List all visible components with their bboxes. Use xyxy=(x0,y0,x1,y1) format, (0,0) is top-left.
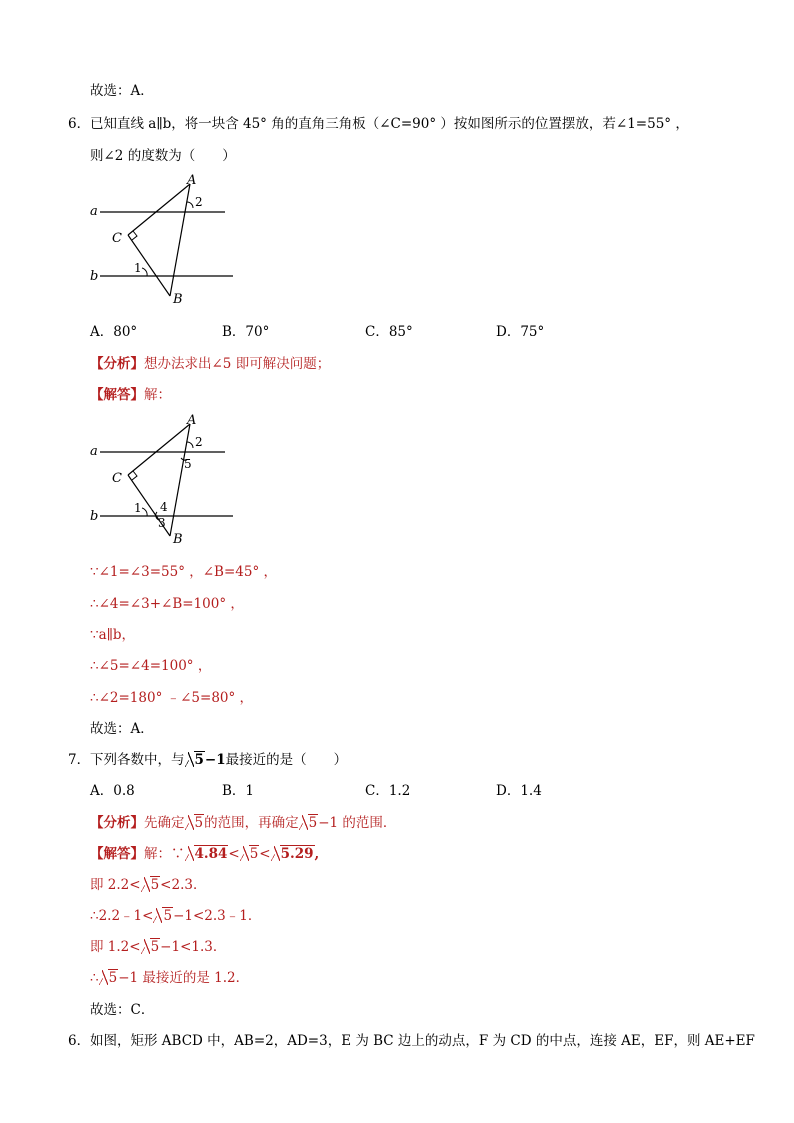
question-stem: 则∠2 的度数为（ ） xyxy=(90,148,236,164)
option-d[interactable]: D．75° xyxy=(496,324,545,340)
solution-step: ∵a∥b， xyxy=(90,627,136,643)
solution-step: 即 1.2< 5−1<1.3． xyxy=(90,939,227,955)
solution-step: 即 2.2< 5<2.3． xyxy=(90,877,207,893)
angle-label: 3 xyxy=(158,516,166,530)
question-stem: 如图，矩形 ABCD 中，AB=2，AD=3，E 为 BC 边上的动点，F 为 CD 的中点，连接 AE，EF，则 AE+EF xyxy=(90,1033,755,1049)
sqrt-expression: 5 xyxy=(141,938,161,956)
sqrt-expression: 5 xyxy=(185,751,205,769)
question-number: 6． xyxy=(68,1033,91,1049)
question-number: 6． xyxy=(68,116,91,132)
option-c[interactable]: C．85° xyxy=(365,324,413,340)
option-c[interactable]: C．1.2 xyxy=(365,783,411,799)
analysis-text: 想办法求出∠5 即可解决问题； xyxy=(144,356,331,372)
sqrt-expression: 5 xyxy=(141,876,161,894)
sqrt-expression: 4.84 xyxy=(185,845,229,863)
solution-step: ∴ 5−1 最接近的是 1.2． xyxy=(90,970,250,986)
solution-tag: 【解答】 xyxy=(90,846,144,862)
line-label: b xyxy=(90,509,99,524)
solution-line: 【解答】解：∵ 4.84< 5< 5.29, xyxy=(90,846,320,862)
answer-line: 故选：C． xyxy=(90,1002,155,1018)
triangle-figure-annotated xyxy=(85,408,245,548)
sqrt-expression: 5 xyxy=(99,969,119,987)
analysis-line: 【分析】先确定 5的范围，再确定 5−1 的范围． xyxy=(90,815,397,831)
angle-label: 4 xyxy=(160,500,168,514)
question-stem: 下列各数中，与 5−1最接近的是（ ） xyxy=(90,752,348,768)
analysis-tag: 【分析】 xyxy=(90,356,144,372)
vertex-label: C xyxy=(112,231,122,246)
solution-text: 解： xyxy=(144,387,171,403)
option-a[interactable]: A．0.8 xyxy=(90,783,135,799)
solution-step: ∵∠1=∠3=55° ，∠B=45° ， xyxy=(90,564,277,580)
solution-step: ∴2.2﹣1< 5−1<2.3﹣1． xyxy=(90,908,262,924)
line-label: a xyxy=(90,444,98,459)
vertex-label: B xyxy=(173,532,183,547)
stem-text: 下列各数中，与 xyxy=(90,752,185,768)
analysis-line xyxy=(90,355,330,373)
angle-label: 1 xyxy=(134,501,142,515)
solution-tag: 【解答】 xyxy=(90,387,144,403)
solution-step: ∴∠2=180° ﹣∠5=80° ， xyxy=(90,690,254,706)
sqrt-expression: 5.29 xyxy=(271,845,315,863)
vertex-label: A xyxy=(187,413,197,428)
analysis-tag: 【分析】 xyxy=(90,815,144,831)
angle-label: 1 xyxy=(134,261,142,275)
option-a[interactable]: A．80° xyxy=(90,324,138,340)
question-stem: 已知直线 a∥b，将一块含 45° 角的直角三角板（∠C=90° ）按如图所示的位置摆放，若∠1=55° ， xyxy=(90,116,689,132)
solution-step: ∴∠5=∠4=100° ， xyxy=(90,658,212,674)
angle-label: 2 xyxy=(195,435,203,449)
sqrt-expression: 5 xyxy=(153,907,173,925)
sqrt-expression: 5 xyxy=(299,814,319,832)
question-number: 7． xyxy=(68,752,91,768)
sqrt-expression: 5 xyxy=(240,845,260,863)
option-d[interactable]: D．1.4 xyxy=(496,783,542,799)
angle-label: 2 xyxy=(195,195,203,209)
line-label: b xyxy=(90,269,99,284)
answer-line: 故选：A． xyxy=(90,83,154,99)
vertex-label: B xyxy=(173,292,183,307)
option-b[interactable]: B．70° xyxy=(222,324,270,340)
line-label: a xyxy=(90,204,98,219)
vertex-label: A xyxy=(187,173,197,188)
solution-step: ∴∠4=∠3+∠B=100° ， xyxy=(90,596,244,612)
triangle-figure xyxy=(85,170,245,310)
angle-label: 5 xyxy=(184,457,192,471)
vertex-label: C xyxy=(112,471,122,486)
option-b[interactable]: B．1 xyxy=(222,783,255,799)
sqrt-expression: 5 xyxy=(185,814,205,832)
solution-line xyxy=(90,386,171,404)
answer-line: 故选：A． xyxy=(90,721,154,737)
